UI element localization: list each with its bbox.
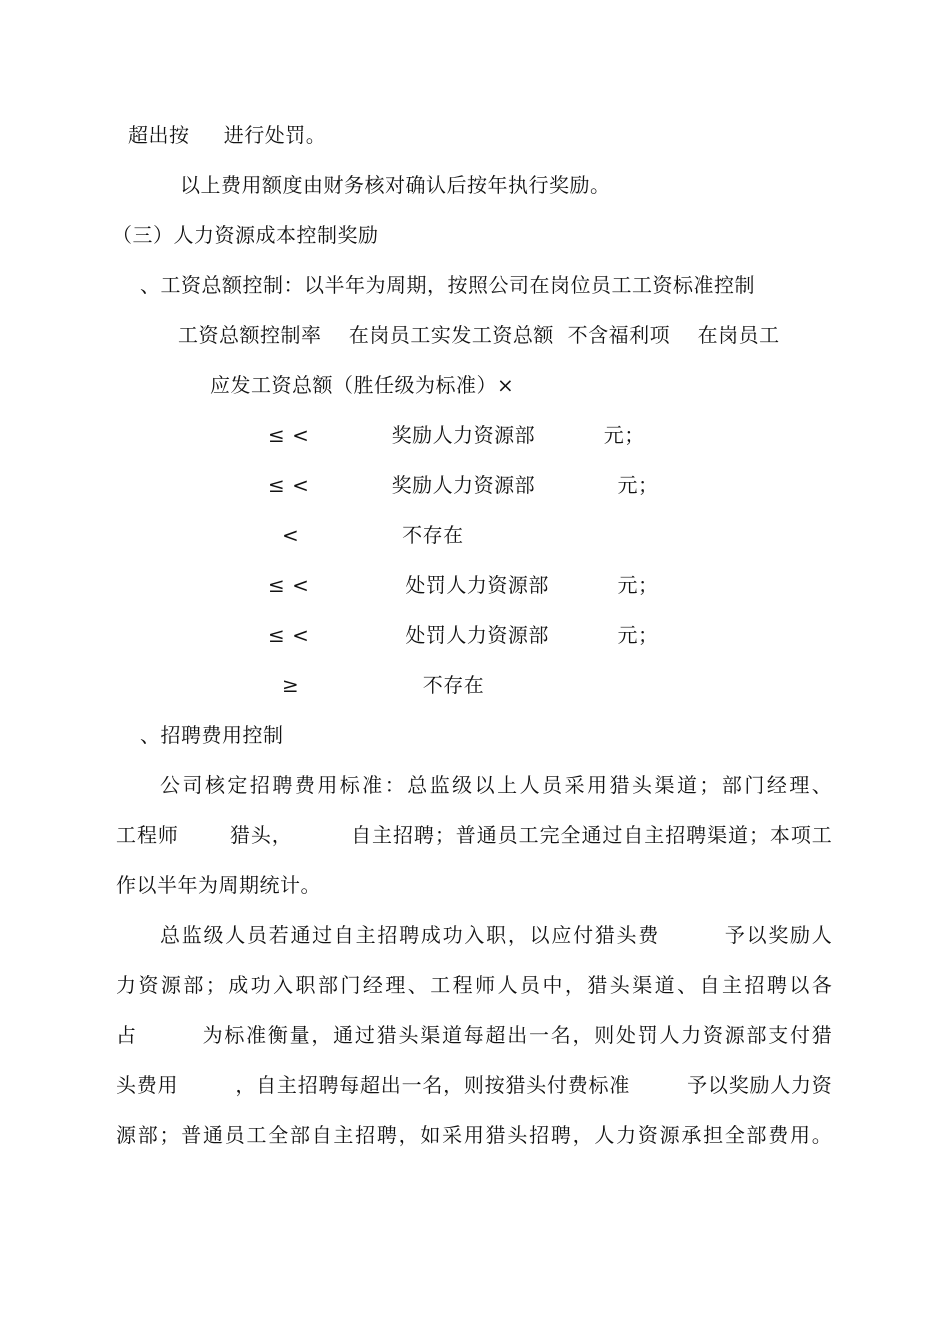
formula-line-2: 应发工资总额（胜任级为标准）× (210, 373, 515, 397)
text-line-21: 源部；普通员工全部自主招聘，如采用猎头招聘，人力资源承担全部费用。 (116, 1123, 832, 1147)
text-line-4: 、工资总额控制：以半年为周期，按照公司在岗位员工工资标准控制 (140, 273, 755, 297)
section-heading-3: （三）人力资源成本控制奖励 (112, 223, 379, 247)
text-line-17: 总监级人员若通过自主招聘成功入职，以应付猎头费 予以奖励人 (160, 923, 832, 947)
formula-line-1: 工资总额控制率 在岗员工实发工资总额 不含福利项 在岗员工 (178, 323, 780, 347)
text-line-19: 占 为标准衡量，通过猎头渠道每超出一名，则处罚人力资源部支付猎 (116, 1023, 832, 1047)
text-line-18: 力资源部；成功入职部门经理、工程师人员中，猎头渠道、自主招聘以各 (116, 973, 832, 997)
text-line-16: 作以半年为周期统计。 (116, 873, 321, 897)
text-line-2: 以上费用额度由财务核对确认后按年执行奖励。 (180, 173, 611, 197)
text-line-13: 、招聘费用控制 (140, 723, 284, 747)
rule-row-1: ≤ < 奖励人力资源部 元； (268, 423, 645, 447)
rule-row-2: ≤ < 奖励人力资源部 元； (268, 473, 659, 497)
rule-row-4: ≤ < 处罚人力资源部 元； (268, 573, 659, 597)
text-line-15: 工程师 猎头， 自主招聘；普通员工完全通过自主招聘渠道；本项工 (116, 823, 832, 847)
text-line-14: 公司核定招聘费用标准：总监级以上人员采用猎头渠道；部门经理、 (160, 773, 832, 797)
rule-row-6: ≥ 不存在 (282, 673, 485, 697)
text-line-1: 超出按 进行处罚。 (128, 123, 327, 147)
text-line-20: 头费用 ，自主招聘每超出一名，则按猎头付费标准 予以奖励人力资 (116, 1073, 832, 1097)
rule-row-5: ≤ < 处罚人力资源部 元； (268, 623, 659, 647)
rule-row-3: < 不存在 (282, 523, 464, 547)
